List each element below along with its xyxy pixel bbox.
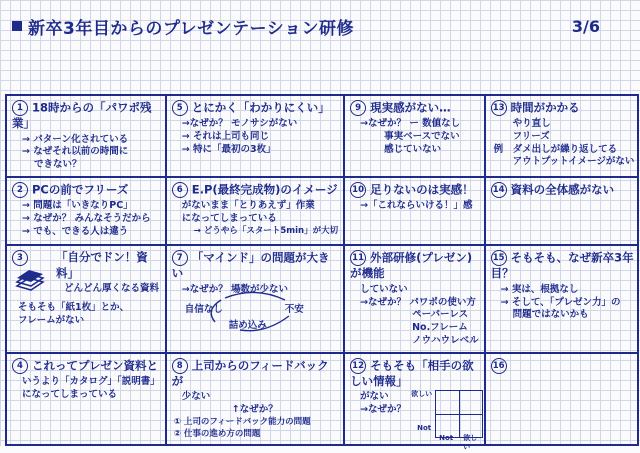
page-number: 3/6: [571, 16, 600, 36]
cell-line: できない？: [34, 159, 82, 171]
cell-line: 少ない: [181, 391, 211, 403]
cell-2: [7, 178, 167, 246]
cell-number: 12: [350, 358, 366, 374]
cell-line: →なぜか？ ー 数値なし: [360, 118, 461, 130]
cell-4: [7, 354, 167, 444]
cell-line: → どうやら「スタート5min」が大切: [193, 225, 339, 236]
cell-line: フリーズ: [512, 130, 550, 142]
cell-number: 4: [12, 358, 28, 374]
cell-number: 2: [12, 182, 28, 198]
cycle-node: 詰め込み: [228, 320, 267, 332]
cell-line: 感じていない: [384, 143, 442, 155]
cell-title: 18時からの「パワポ残業」: [12, 100, 152, 131]
stacked-papers-icon: [15, 270, 45, 294]
cell-title: そもそも「相手の欲しい情報」: [350, 358, 474, 388]
cell-line: ペーパーレス: [412, 309, 469, 321]
cell-number: 14: [491, 182, 507, 198]
cell-number: 16: [491, 358, 507, 374]
cell-title: 上司からのフィードバックが: [171, 358, 329, 388]
cell-number: 10: [350, 182, 366, 198]
cell-line: → それは上司も同じ: [181, 130, 270, 142]
cell-title: 資料の全体感がない: [510, 182, 615, 197]
cell-line: → 実は、根拠なし: [500, 283, 579, 295]
cell-number: 9: [350, 100, 366, 116]
cell-line: ① 上司のフィードバック能力の問題: [173, 417, 311, 428]
bullet-square-icon: [12, 21, 22, 31]
cell-9: [345, 96, 486, 178]
cell-line: いうより「カタログ」「説明書」: [22, 375, 160, 387]
page-title-text: 新卒3年目からのプレゼンテーション研修: [28, 18, 354, 39]
cell-10: [345, 178, 486, 246]
header: [12, 12, 628, 40]
cell-line: ② 仕事の進め方の問題: [173, 428, 261, 439]
cell-number: 8: [172, 358, 188, 374]
cell-line: → なぜか？ みんなそうだから: [22, 212, 151, 224]
cell-line: そもそも「紙1枚」とか、: [18, 302, 130, 314]
cell-line: → そして、「プレゼン力」の: [500, 296, 621, 308]
cell-line: → でも、できる人は違う: [22, 225, 129, 237]
cell-6: [167, 178, 345, 246]
cell-line: どんどん厚くなる資料: [64, 283, 160, 295]
cycle-node: 自信なし: [184, 304, 223, 316]
cell-12: [345, 354, 486, 452]
cell-line: →なぜか？ 場数が少ない: [181, 283, 289, 295]
cell-line: になってしまっている: [22, 388, 118, 400]
cell-title: そもそも、なぜ新卒3年目？: [490, 250, 634, 281]
cell-number: 5: [172, 100, 188, 116]
cell-line: →なぜか？ モノサシがない: [181, 118, 298, 130]
page-title: [12, 14, 354, 39]
matrix-label-bottom-left: Not: [439, 433, 454, 442]
cell-title: 現実感がない…: [370, 100, 451, 115]
cell-line: やり直し: [512, 118, 551, 130]
cell-line: ノウハウレベル: [412, 335, 479, 347]
cell-number: 11: [350, 250, 366, 266]
cell-title: とにかく「わかりにくい」: [191, 100, 330, 115]
cell-line: No.フレーム: [412, 322, 468, 334]
cell-line: がないまま「とりあえず」作業: [181, 199, 315, 211]
cell-line: フレームがない: [18, 314, 85, 326]
cell-title: 「マインド」の問題が大きい: [171, 250, 330, 281]
cell-1: [7, 96, 167, 178]
example-label: 例: [493, 144, 504, 155]
matrix-label-bottom-right: 欲しい: [463, 433, 478, 452]
cell-title: 外部研修(プレゼン)が機能: [350, 250, 473, 281]
cell-number: 3: [12, 250, 28, 266]
cell-line: → 問題は「いきなりPC」: [22, 199, 133, 211]
cell-line: ↑なぜか？: [231, 404, 278, 416]
cell-title: E.P(最終完成物)のイメージ: [191, 182, 338, 197]
cell-line: →「これならいける！」感: [360, 199, 473, 211]
cell-number: 13: [491, 100, 507, 116]
cell-16: [486, 354, 640, 444]
cell-title: これってプレゼン資料と: [32, 358, 159, 373]
matrix-label-top: 欲しい: [411, 389, 433, 398]
cell-title: 時間がかかる: [510, 100, 580, 115]
two-by-two-matrix: [435, 390, 483, 438]
matrix-label-left: Not: [417, 423, 432, 432]
cell-13: [486, 96, 640, 178]
cell-line: → 特に「最初の3枚」: [181, 143, 276, 155]
cell-number: 7: [172, 250, 188, 266]
cell-number: 6: [172, 182, 188, 198]
cell-title: 「自分でドン！資料」: [56, 250, 148, 280]
cell-number: 1: [12, 100, 28, 116]
cell-line: →なぜか？ パワポの使い方: [360, 296, 476, 308]
cell-line: していない: [360, 283, 408, 295]
cycle-node: 不安: [284, 304, 304, 316]
idea-grid: [5, 94, 639, 452]
cell-7: [167, 246, 345, 354]
cell-15: [486, 246, 640, 354]
cell-line: 事実ベースでない: [384, 130, 460, 142]
cell-line: がない: [360, 391, 389, 403]
cell-line: になってしまっている: [181, 212, 277, 224]
cell-5: [167, 96, 345, 178]
cell-title: 足りないのは実感！: [370, 182, 474, 197]
cell-line: → なぜそれ以前の時間に: [22, 146, 129, 158]
cell-title: PCの前でフリーズ: [32, 182, 129, 197]
cell-3: [7, 246, 167, 354]
cell-number: 15: [491, 250, 507, 266]
cell-line: ダメ出しが繰り返してる: [512, 143, 618, 155]
cell-line: → パターン化されている: [22, 133, 129, 145]
cell-14: [486, 178, 640, 246]
cell-11: [345, 246, 486, 354]
cell-line: →なぜか？: [360, 404, 407, 416]
cell-line: アウトプットイメージがない: [512, 156, 635, 168]
cell-line: 問題ではないかも: [512, 309, 589, 321]
cell-8: [167, 354, 345, 444]
